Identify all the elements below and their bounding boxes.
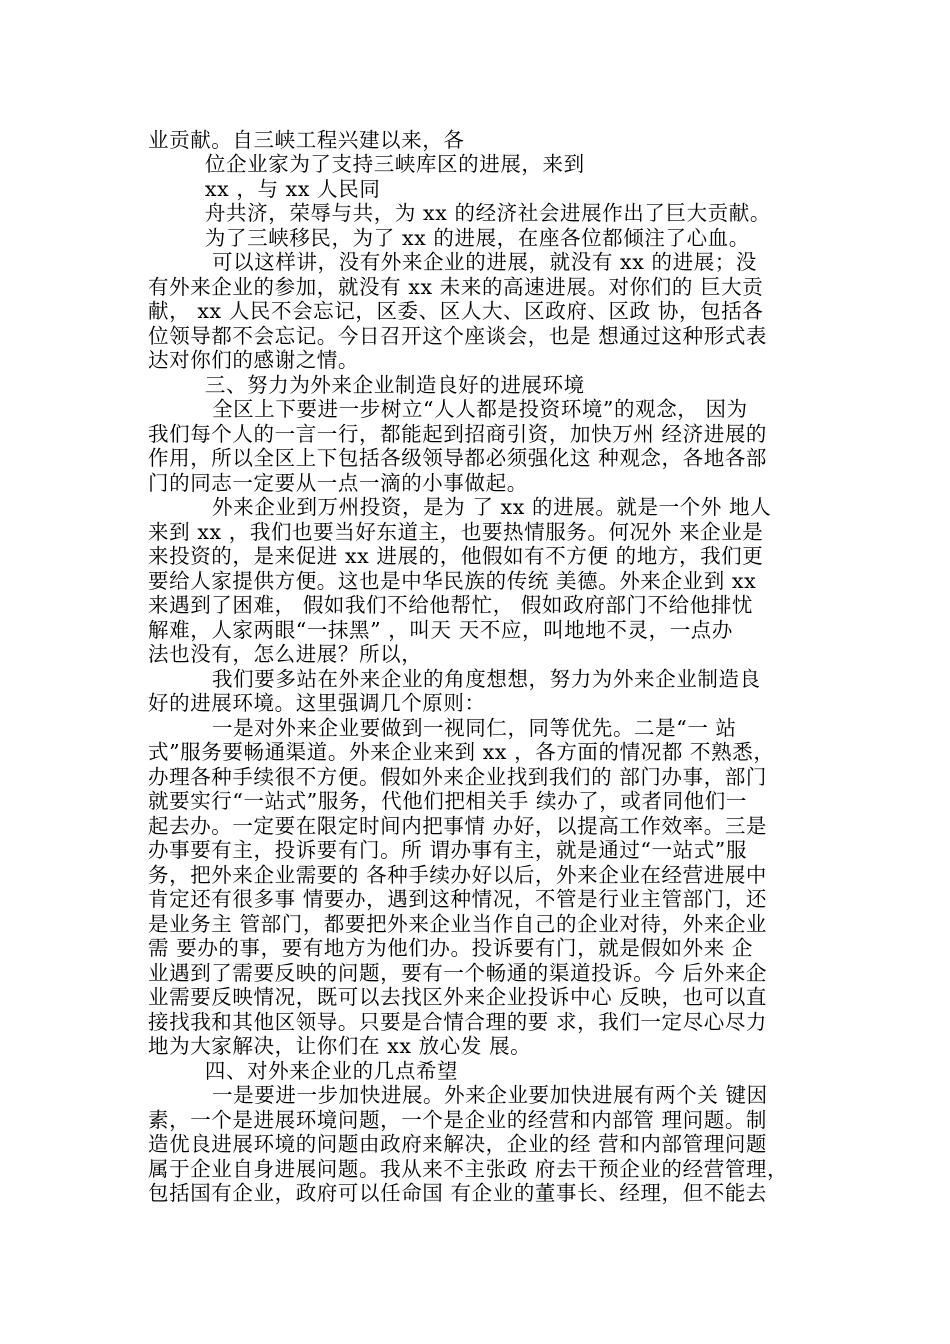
text-line: 业需要反映情况，既可以去找区外来企业投诉中心 反映，也可以直: [148, 985, 768, 1009]
text-line: 法也没有，怎么进展？所以，: [148, 642, 423, 666]
text-line: 务，把外来企业需要的 各种手续办好以后，外来企业在经营进展中: [148, 863, 768, 887]
text-line: 来遇到了困难， 假如我们不给他帮忙， 假如政府部门不给他排忧: [148, 593, 754, 617]
text-line: 起去办。一定要在限定时间内把事情 办好，以提高工作效率。三是: [148, 814, 768, 838]
text-line: 就要实行“一站式”服务，代他们把相关手 续办了，或者同他们一: [148, 789, 747, 813]
text-line: 一是要进一步加快进展。外来企业要加快进展有两个关 键因: [148, 1083, 768, 1107]
text-line: 要给人家提供方便。这也是中华民族的传统 美德。外来企业到 xx: [148, 569, 757, 593]
text-line: 业遇到了需要反映的问题，要有一个畅通的渠道投诉。今 后外来企: [148, 961, 768, 985]
text-line: 好的进展环境。这里强调几个原则：: [148, 691, 486, 715]
text-line: 一是对外来企业要做到一视同仁，同等优先。二是“一 站: [148, 716, 737, 740]
text-line: 为了三峡移民，为了 xx 的进展，在座各位都倾注了心血。: [148, 226, 750, 250]
text-line: 我们每个人的一言一行，都能起到招商引资，加快万州 经济进展的: [148, 422, 768, 446]
text-line: 我们要多站在外来企业的角度想想，努力为外来企业制造良: [148, 667, 761, 691]
text-line: 业贡献。自三峡工程兴建以来，各: [148, 128, 465, 152]
text-line: 解难，人家两眼“一抹黑” ，叫天 天不应，叫地地不灵，一点办: [148, 618, 733, 642]
text-line: 位企业家为了支持三峡库区的进展，来到: [148, 152, 585, 176]
text-line: 有外来企业的参加，就没有 xx 未来的高速进展。对你们的 巨大贡: [148, 275, 764, 299]
text-line: 献， xx 人民不会忘记，区委、区人大、区政府、区政 协，包括各: [148, 299, 764, 323]
text-line: 门的同志一定要从一点一滴的小事做起。: [148, 471, 528, 495]
text-line: 包括国有企业，政府可以任命国 有企业的董事长、经理，但不能去: [148, 1181, 768, 1205]
text-line: 来投资的，是来促进 xx 进展的，他假如有不方便 的地方，我们更: [148, 544, 764, 568]
text-line: 来到 xx ，我们也要当好东道主，也要热情服务。何况外 来企业是: [148, 520, 764, 544]
text-line: 位领导都不会忘记。今日召开这个座谈会，也是 想通过这种形式表: [148, 324, 768, 348]
text-line: 舟共济，荣辱与共，为 xx 的经济社会进展作出了巨大贡献。: [148, 201, 771, 225]
text-line: 需 要办的事，要有地方为他们办。投诉要有门，就是假如外来 企: [148, 936, 754, 960]
text-line: 办事要有主，投诉要有门。所 谓办事有主，就是通过“一站式”服: [148, 838, 747, 862]
text-line: 可以这样讲，没有外来企业的进展，就没有 xx 的进展；没: [148, 250, 758, 274]
section-heading: 三、努力为外来企业制造良好的进展环境: [148, 373, 585, 397]
section-heading: 四、对外来企业的几点希望: [148, 1059, 459, 1083]
text-line: 作用，所以全区上下包括各级领导都必须强化这 种观念，各地各部: [148, 446, 768, 470]
text-line: 达对你们的感谢之情。: [148, 348, 359, 372]
text-line: xx ，与 xx 人民同: [148, 177, 381, 201]
text-line: 式”服务要畅通渠道。外来企业来到 xx ，各方面的情况都 不熟悉，: [148, 740, 775, 764]
text-line: 肯定还有很多事 情要办，遇到这种情况，不管是行业主管部门，还: [148, 887, 768, 911]
text-line: 造优良进展环境的问题由政府来解决，企业的经 营和内部管理问题: [148, 1132, 768, 1156]
text-line: 是业务主 管部门，都要把外来企业当作自己的企业对待，外来企业: [148, 912, 768, 936]
text-line: 接找我和其他区领导。只要是合情合理的要 求，我们一定尽心尽力: [148, 1010, 768, 1034]
text-line: 外来企业到万州投资，是为 了 xx 的进展。就是一个外 地人: [148, 495, 772, 519]
text-line: 全区上下要进一步树立“人人都是投资环境”的观念， 因为: [148, 397, 748, 421]
text-line: 办理各种手续很不方便。假如外来企业找到我们的 部门办事，部门: [148, 765, 768, 789]
text-line: 素，一个是进展环境问题，一个是企业的经营和内部管 理问题。制: [148, 1108, 768, 1132]
text-line: 属于企业自身进展问题。我从来不主张政 府去干预企业的经营管理，: [148, 1157, 789, 1181]
text-line: 地为大家解决，让你们在 xx 放心发 展。: [148, 1034, 532, 1058]
